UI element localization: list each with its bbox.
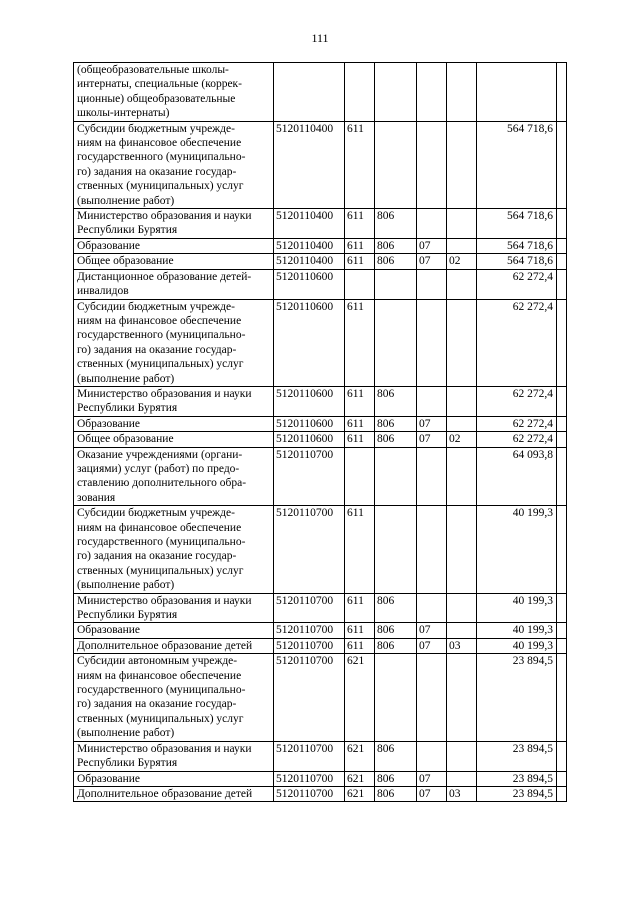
amount-cell: 23 894,5 <box>477 786 557 801</box>
ministry-code-cell: 806 <box>375 432 417 447</box>
target-article-code-cell: 5120110700 <box>274 506 345 593</box>
row-name-cell: Субсидии бюджетным учрежде- ниям на финансовое обеспечение государственного (муниципально- го) задания на оказание государ- ственных (муниципальных) услуг (выполнение работ) <box>74 299 274 386</box>
section-code-cell <box>417 593 447 623</box>
section-code-cell <box>417 299 447 386</box>
ministry-code-cell <box>375 654 417 741</box>
subsection-code-cell <box>447 209 477 239</box>
row-name-cell: Министерство образования и науки Республики Бурятия <box>74 386 274 416</box>
table-row <box>74 786 567 801</box>
table-row <box>74 771 567 786</box>
target-article-code-cell: 5120110600 <box>274 299 345 386</box>
row-name-cell: Общее образование <box>74 254 274 269</box>
ministry-code-cell <box>375 506 417 593</box>
row-name-cell: Дополнительное образование детей <box>74 786 274 801</box>
section-code-cell <box>417 654 447 741</box>
row-name-cell: Субсидии бюджетным учрежде- ниям на финансовое обеспечение государственного (муниципально- го) задания на оказание государ- ственных (муниципальных) услуг (выполнение работ) <box>74 506 274 593</box>
amount-cell: 564 718,6 <box>477 121 557 208</box>
target-article-code-cell: 5120110700 <box>274 593 345 623</box>
section-code-cell: 07 <box>417 238 447 253</box>
section-code-cell: 07 <box>417 638 447 653</box>
extra-cell-cell <box>557 654 567 741</box>
expense-type-code-cell: 611 <box>345 238 375 253</box>
amount-cell: 62 272,4 <box>477 386 557 416</box>
extra-cell-cell <box>557 63 567 122</box>
budget-table <box>73 62 567 802</box>
target-article-code-cell: 5120110700 <box>274 771 345 786</box>
subsection-code-cell <box>447 416 477 431</box>
extra-cell-cell <box>557 121 567 208</box>
subsection-code-cell <box>447 741 477 771</box>
ministry-code-cell: 806 <box>375 386 417 416</box>
target-article-code-cell <box>274 63 345 122</box>
amount-cell <box>477 63 557 122</box>
amount-cell: 564 718,6 <box>477 238 557 253</box>
section-code-cell <box>417 741 447 771</box>
extra-cell-cell <box>557 506 567 593</box>
table-row <box>74 238 567 253</box>
ministry-code-cell <box>375 299 417 386</box>
table-row <box>74 432 567 447</box>
amount-cell: 64 093,8 <box>477 447 557 506</box>
ministry-code-cell: 806 <box>375 638 417 653</box>
section-code-cell <box>417 209 447 239</box>
section-code-cell: 07 <box>417 416 447 431</box>
section-code-cell <box>417 447 447 506</box>
expense-type-code-cell: 611 <box>345 638 375 653</box>
row-name-cell: Министерство образования и науки Республики Бурятия <box>74 593 274 623</box>
expense-type-code-cell: 611 <box>345 432 375 447</box>
extra-cell-cell <box>557 638 567 653</box>
page-number: 111 <box>311 31 329 45</box>
ministry-code-cell: 806 <box>375 254 417 269</box>
target-article-code-cell: 5120110700 <box>274 447 345 506</box>
expense-type-code-cell: 611 <box>345 254 375 269</box>
amount-cell: 564 718,6 <box>477 254 557 269</box>
target-article-code-cell: 5120110700 <box>274 654 345 741</box>
table-row <box>74 447 567 506</box>
row-name-cell: Образование <box>74 416 274 431</box>
table-row <box>74 506 567 593</box>
target-article-code-cell: 5120110400 <box>274 209 345 239</box>
target-article-code-cell: 5120110600 <box>274 416 345 431</box>
table-row <box>74 121 567 208</box>
expense-type-code-cell: 611 <box>345 209 375 239</box>
ministry-code-cell <box>375 447 417 506</box>
subsection-code-cell <box>447 771 477 786</box>
target-article-code-cell: 5120110600 <box>274 269 345 299</box>
row-name-cell: Образование <box>74 238 274 253</box>
section-code-cell: 07 <box>417 432 447 447</box>
extra-cell-cell <box>557 741 567 771</box>
section-code-cell: 07 <box>417 623 447 638</box>
target-article-code-cell: 5120110600 <box>274 432 345 447</box>
table-row <box>74 593 567 623</box>
ministry-code-cell: 806 <box>375 209 417 239</box>
expense-type-code-cell: 611 <box>345 593 375 623</box>
expense-type-code-cell: 621 <box>345 654 375 741</box>
subsection-code-cell <box>447 121 477 208</box>
amount-cell: 40 199,3 <box>477 623 557 638</box>
row-name-cell: Субсидии бюджетным учрежде- ниям на финансовое обеспечение государственного (муниципально- го) задания на оказание государ- ственных (муниципальных) услуг (выполнение работ) <box>74 121 274 208</box>
target-article-code-cell: 5120110400 <box>274 121 345 208</box>
extra-cell-cell <box>557 299 567 386</box>
ministry-code-cell: 806 <box>375 238 417 253</box>
table-row <box>74 623 567 638</box>
extra-cell-cell <box>557 209 567 239</box>
section-code-cell: 07 <box>417 786 447 801</box>
expense-type-code-cell: 611 <box>345 506 375 593</box>
subsection-code-cell <box>447 447 477 506</box>
row-name-cell: Общее образование <box>74 432 274 447</box>
subsection-code-cell <box>447 269 477 299</box>
extra-cell-cell <box>557 786 567 801</box>
extra-cell-cell <box>557 416 567 431</box>
ministry-code-cell: 806 <box>375 786 417 801</box>
ministry-code-cell <box>375 121 417 208</box>
section-code-cell <box>417 506 447 593</box>
subsection-code-cell <box>447 299 477 386</box>
section-code-cell <box>417 121 447 208</box>
expense-type-code-cell <box>345 63 375 122</box>
row-name-cell: Дистанционное образование детей- инвалидов <box>74 269 274 299</box>
row-name-cell: (общеобразовательные школы- интернаты, специальные (коррек- ционные) общеобразовательные школы-интернаты) <box>74 63 274 122</box>
target-article-code-cell: 5120110700 <box>274 741 345 771</box>
ministry-code-cell: 806 <box>375 416 417 431</box>
amount-cell: 62 272,4 <box>477 416 557 431</box>
amount-cell: 40 199,3 <box>477 506 557 593</box>
row-name-cell: Министерство образования и науки Республики Бурятия <box>74 209 274 239</box>
ministry-code-cell: 806 <box>375 623 417 638</box>
subsection-code-cell: 03 <box>447 786 477 801</box>
amount-cell: 564 718,6 <box>477 209 557 239</box>
subsection-code-cell <box>447 593 477 623</box>
expense-type-code-cell: 611 <box>345 299 375 386</box>
amount-cell: 40 199,3 <box>477 638 557 653</box>
target-article-code-cell: 5120110600 <box>274 386 345 416</box>
table-row <box>74 638 567 653</box>
table-row <box>74 416 567 431</box>
table-row <box>74 63 567 122</box>
target-article-code-cell: 5120110700 <box>274 786 345 801</box>
expense-type-code-cell: 611 <box>345 121 375 208</box>
amount-cell: 62 272,4 <box>477 432 557 447</box>
amount-cell: 23 894,5 <box>477 741 557 771</box>
expense-type-code-cell: 611 <box>345 623 375 638</box>
amount-cell: 62 272,4 <box>477 299 557 386</box>
extra-cell-cell <box>557 269 567 299</box>
subsection-code-cell <box>447 654 477 741</box>
ministry-code-cell: 806 <box>375 593 417 623</box>
expense-type-code-cell: 621 <box>345 771 375 786</box>
expense-type-code-cell: 611 <box>345 416 375 431</box>
row-name-cell: Оказание учреждениями (органи- зациями) услуг (работ) по предо- ставлению дополнительного обра- зования <box>74 447 274 506</box>
ministry-code-cell <box>375 63 417 122</box>
extra-cell-cell <box>557 623 567 638</box>
extra-cell-cell <box>557 447 567 506</box>
section-code-cell <box>417 63 447 122</box>
section-code-cell <box>417 386 447 416</box>
table-row <box>74 269 567 299</box>
target-article-code-cell: 5120110400 <box>274 238 345 253</box>
extra-cell-cell <box>557 238 567 253</box>
amount-cell: 23 894,5 <box>477 771 557 786</box>
table-row <box>74 209 567 239</box>
table-row <box>74 741 567 771</box>
section-code-cell <box>417 269 447 299</box>
target-article-code-cell: 5120110700 <box>274 623 345 638</box>
target-article-code-cell: 5120110700 <box>274 638 345 653</box>
row-name-cell: Образование <box>74 771 274 786</box>
expense-type-code-cell <box>345 447 375 506</box>
ministry-code-cell: 806 <box>375 771 417 786</box>
row-name-cell: Дополнительное образование детей <box>74 638 274 653</box>
amount-cell: 23 894,5 <box>477 654 557 741</box>
extra-cell-cell <box>557 593 567 623</box>
extra-cell-cell <box>557 771 567 786</box>
subsection-code-cell: 03 <box>447 638 477 653</box>
budget-table-body <box>74 63 567 802</box>
subsection-code-cell: 02 <box>447 254 477 269</box>
expense-type-code-cell: 621 <box>345 786 375 801</box>
row-name-cell: Министерство образования и науки Республики Бурятия <box>74 741 274 771</box>
expense-type-code-cell: 621 <box>345 741 375 771</box>
row-name-cell: Образование <box>74 623 274 638</box>
table-row <box>74 254 567 269</box>
table-row <box>74 654 567 741</box>
subsection-code-cell <box>447 238 477 253</box>
ministry-code-cell <box>375 269 417 299</box>
row-name-cell: Субсидии автономным учрежде- ниям на финансовое обеспечение государственного (муниципально- го) задания на оказание государ- ственных (муниципальных) услуг (выполнение работ) <box>74 654 274 741</box>
subsection-code-cell <box>447 63 477 122</box>
extra-cell-cell <box>557 386 567 416</box>
amount-cell: 40 199,3 <box>477 593 557 623</box>
table-row <box>74 386 567 416</box>
target-article-code-cell: 5120110400 <box>274 254 345 269</box>
extra-cell-cell <box>557 254 567 269</box>
amount-cell: 62 272,4 <box>477 269 557 299</box>
ministry-code-cell: 806 <box>375 741 417 771</box>
extra-cell-cell <box>557 432 567 447</box>
subsection-code-cell <box>447 506 477 593</box>
expense-type-code-cell: 611 <box>345 386 375 416</box>
subsection-code-cell: 02 <box>447 432 477 447</box>
section-code-cell: 07 <box>417 254 447 269</box>
subsection-code-cell <box>447 386 477 416</box>
expense-type-code-cell <box>345 269 375 299</box>
subsection-code-cell <box>447 623 477 638</box>
table-row <box>74 299 567 386</box>
section-code-cell: 07 <box>417 771 447 786</box>
